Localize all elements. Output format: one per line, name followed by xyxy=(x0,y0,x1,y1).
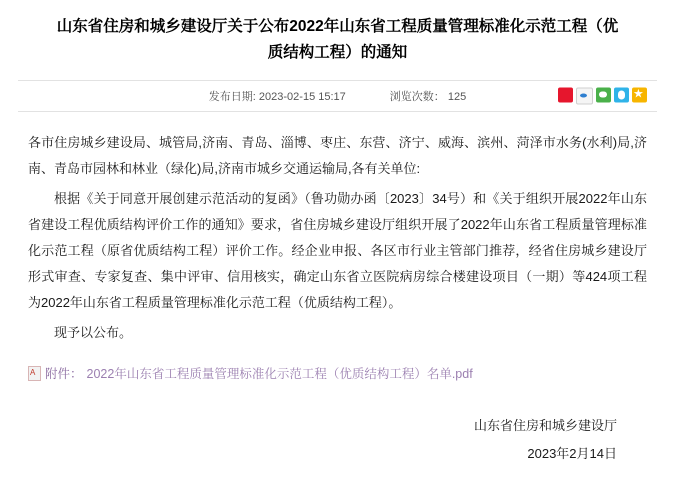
meta-inner xyxy=(187,88,488,104)
wechat-icon[interactable] xyxy=(596,88,611,103)
document-meta-bar xyxy=(18,80,657,112)
pdf-icon xyxy=(28,366,41,381)
view-count xyxy=(390,88,466,104)
signature-org: 山东省住房和城乡建设厅 xyxy=(473,418,617,433)
paragraph-recipients: 各市住房城乡建设局、城管局,济南、青岛、淄博、枣庄、东营、济宁、威海、滨州、菏泽市水务(水利)局,济南、青岛市园林和林业（绿化)局,济南市城乡交通运输局,各有关单位: xyxy=(28,135,647,176)
page-title: 山东省住房和城乡建设厅关于公布2022年山东省工程质量管理标准化示范工程（优质结构工程）的通知 xyxy=(56,18,619,61)
qq-icon[interactable] xyxy=(614,88,629,103)
signature-date: 2023年2月14日 xyxy=(527,446,617,461)
favorite-icon[interactable] xyxy=(632,88,647,103)
paragraph-closing: 现予以公布。 xyxy=(54,325,133,340)
publish-date-label: 发布日期: xyxy=(208,91,256,103)
publish-date-value: 2023-02-15 15:17 xyxy=(258,91,346,103)
attachment-row[interactable] xyxy=(28,364,647,382)
weibo-icon[interactable] xyxy=(558,88,573,103)
document-body xyxy=(0,112,675,468)
attachment-link[interactable]: 2022年山东省工程质量管理标准化示范工程（优质结构工程）名单.pdf xyxy=(86,367,473,381)
title-block xyxy=(0,0,675,74)
paragraph-main: 根据《关于同意开展创建示范活动的复函》（鲁功勋办函〔2023〕34号）和《关于组织开展2022年山东省建设工程优质结构评价工作的通知》要求，省住房城乡建设厅组织开展了2022年山东省工程质量管理标准化示范工程（原省优质结构工程）评价工作。经企业申报、各区市行业主管部门推荐，经省住房城乡建设厅形式审查、专家复查、集中评审、信用核实，确定山东省立医院病房综合楼建设项目（一期）等424项工程为2022年山东省工程质量管理标准化示范工程（优质结构工程）。 xyxy=(28,191,647,310)
signature-block xyxy=(28,412,647,468)
browser-icon[interactable] xyxy=(576,88,593,105)
share-icon-group xyxy=(558,88,647,105)
publish-date xyxy=(209,88,346,104)
view-count-label: 浏览次数： xyxy=(389,91,445,103)
view-count-value: 125 xyxy=(447,91,467,103)
attachment-prefix: 附件： xyxy=(45,367,83,381)
